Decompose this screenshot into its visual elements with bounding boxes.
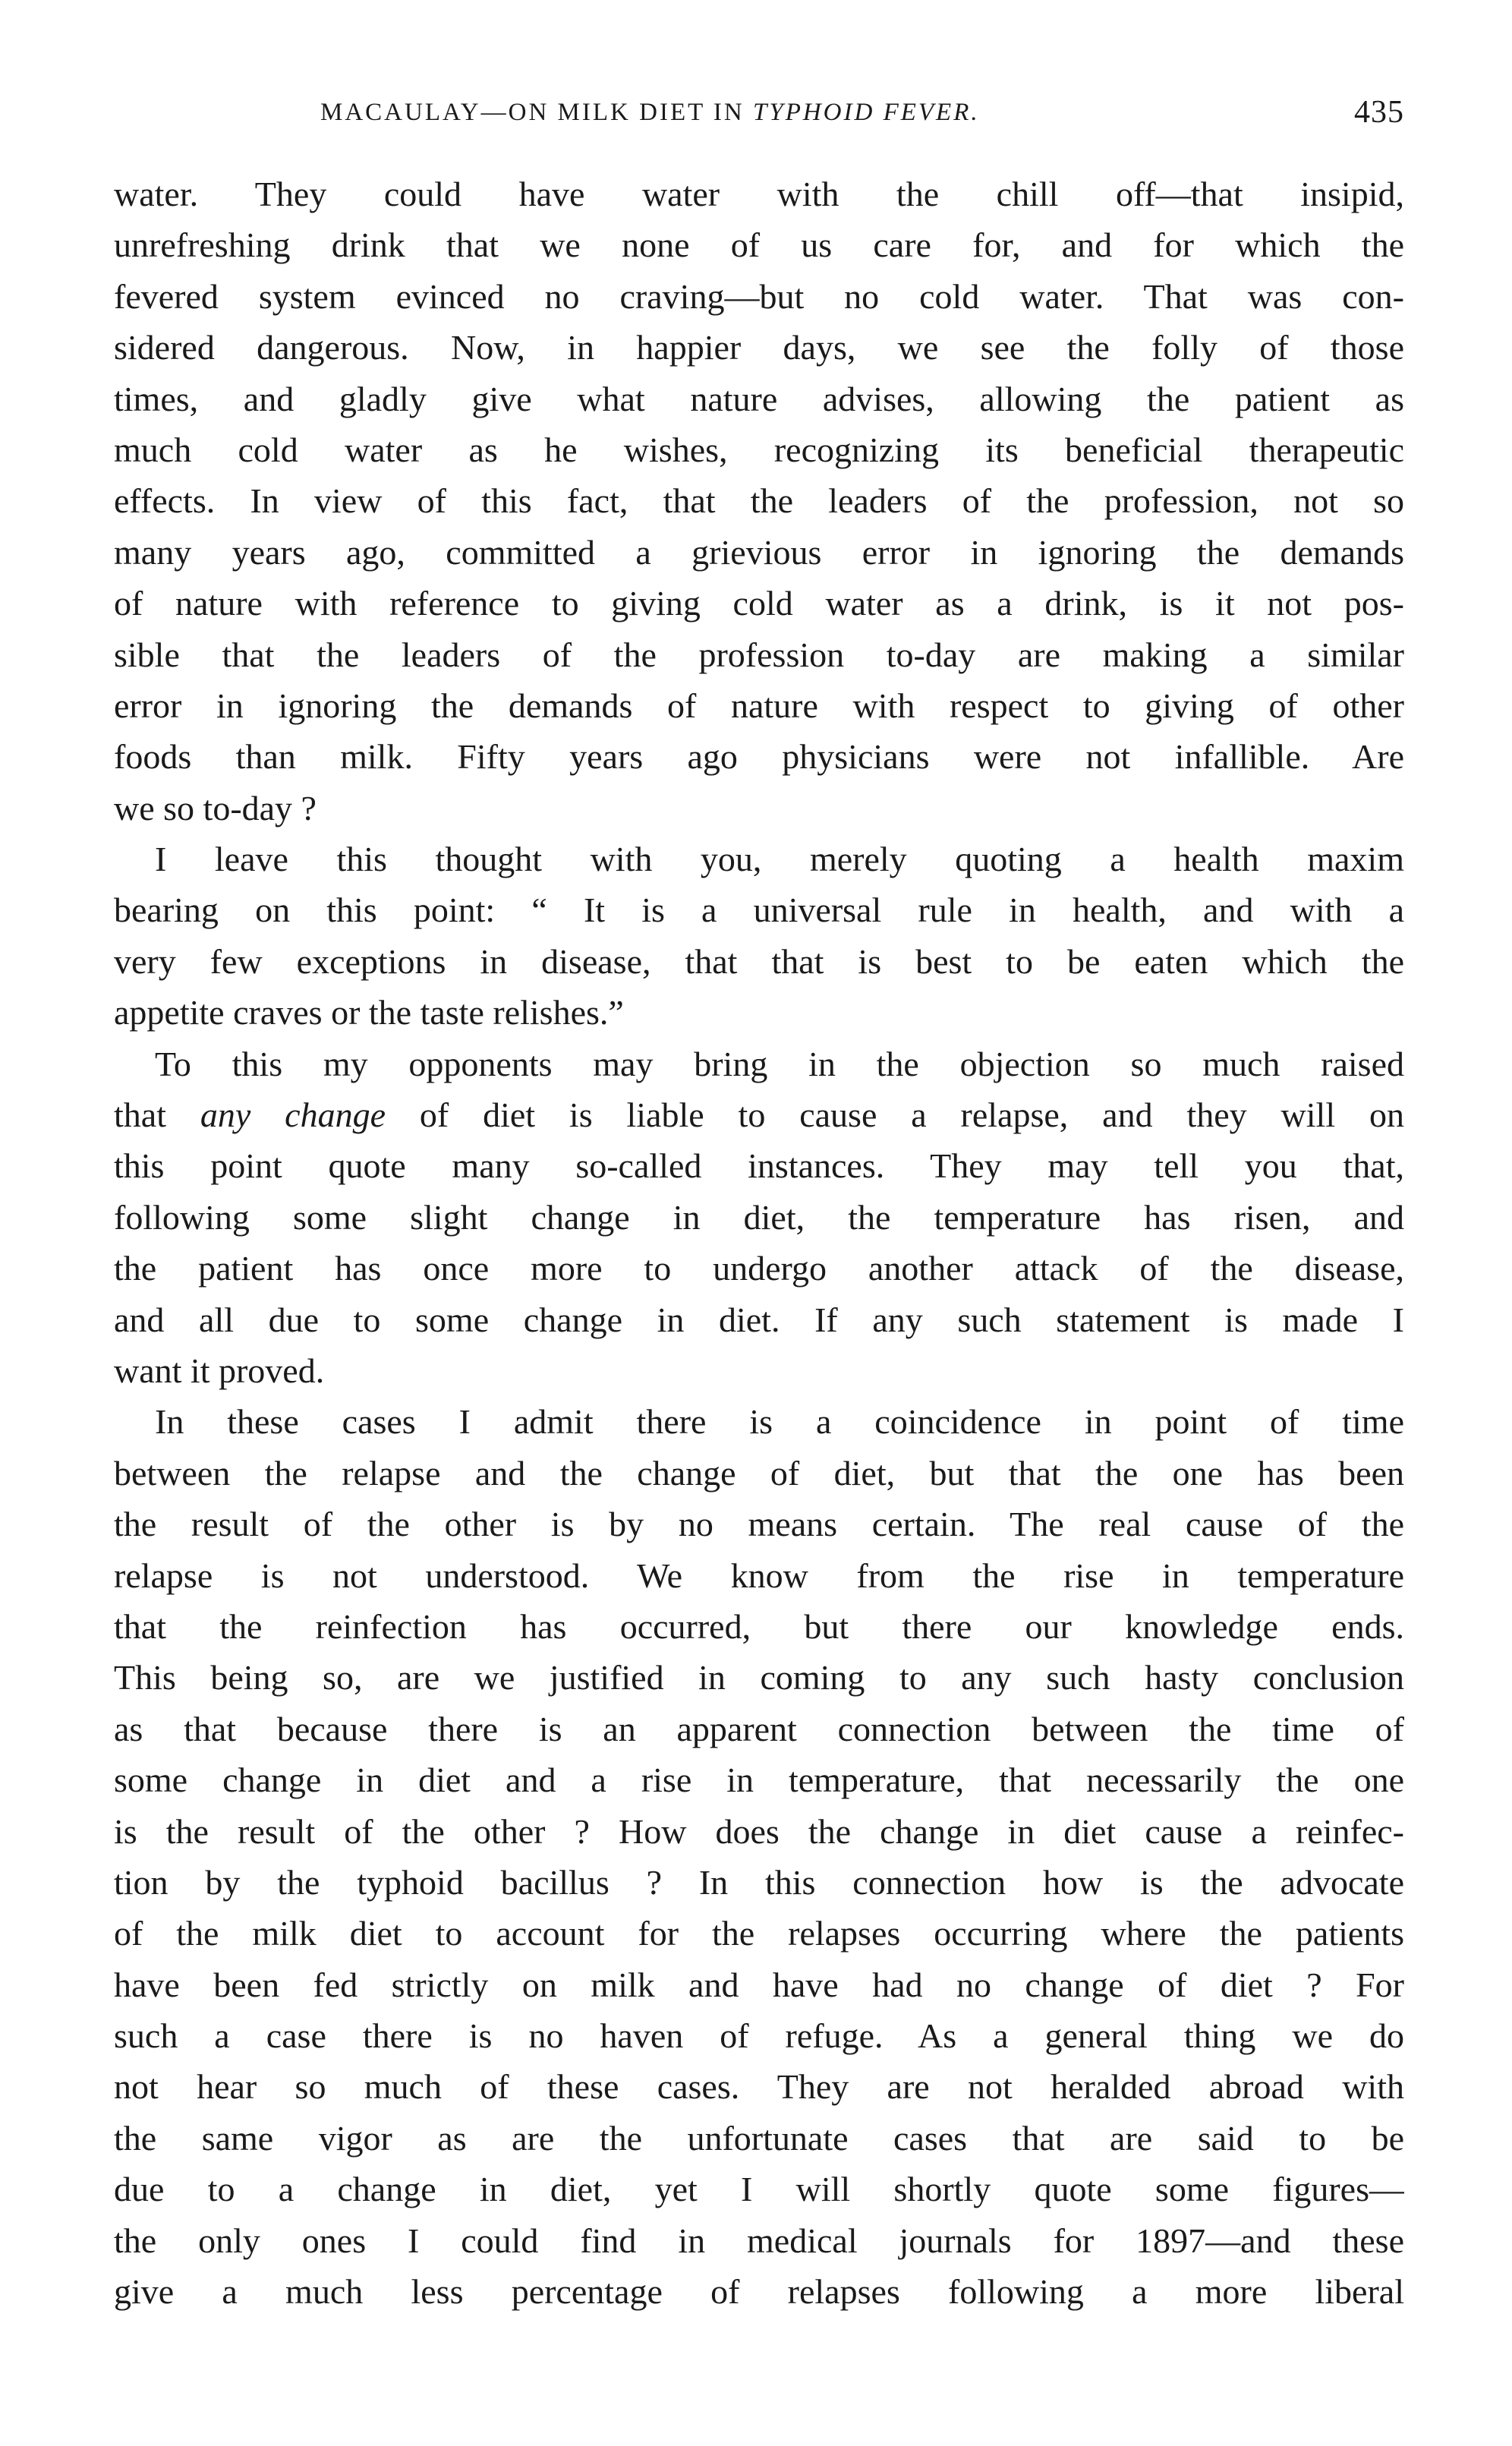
text-line: very few exceptions in disease, that that is best to be eaten which the: [114, 941, 1404, 981]
text-segment: of diet is liable to cause a relapse, and they will on: [386, 1095, 1404, 1135]
text-line: [114, 1089, 1404, 1140]
text-line: some change in diet and a rise in temperature, that necessarily the one: [114, 1760, 1404, 1800]
text-line: the patient has once more to undergo another attack of the disease,: [114, 1249, 1404, 1288]
text-line: give a much less percentage of relapses following a more liberal: [114, 2272, 1404, 2312]
text-line: between the relapse and the change of diet, but that the one has been: [114, 1453, 1404, 1493]
text-line: To this my opponents may bring in the objection so much raised: [155, 1044, 1404, 1083]
text-line: that the reinfection has occurred, but there our knowledge ends.: [114, 1606, 1404, 1646]
text-line: we so to-day ?: [114, 788, 317, 827]
text-line: this point quote many so-called instances. They may tell you that,: [114, 1146, 1404, 1186]
text-line: effects. In view of this fact, that the leaders of the profession, not so: [114, 481, 1404, 521]
text-line: due to a change in diet, yet I will shortly quote some figures—: [114, 2170, 1404, 2209]
text-line: In these cases I admit there is a coincidence in point of time: [155, 1402, 1404, 1442]
text-line: sible that the leaders of the profession to-day are making a similar: [114, 635, 1404, 674]
text-line: tion by the typhoid bacillus ? In this connection how is the advocate: [114, 1862, 1404, 1902]
text-line: following some slight change in diet, the temperature has risen, and: [114, 1197, 1404, 1237]
text-line: want it proved.: [114, 1351, 325, 1390]
text-line: unrefreshing drink that we none of us care for, and for which the: [114, 225, 1404, 265]
text-line: I leave this thought with you, merely quoting a health maxim: [155, 840, 1404, 879]
text-line: foods than milk. Fifty years ago physicians were not infallible. Are: [114, 737, 1404, 777]
text-line: the result of the other is by no means certain. The real cause of the: [114, 1505, 1404, 1544]
text-line: water. They could have water with the chill off—that insipid,: [114, 175, 1404, 213]
italic-emphasis: any change: [200, 1095, 386, 1135]
text-line: not hear so much of these cases. They are not heralded abroad with: [114, 2067, 1404, 2107]
body-text: [114, 169, 1404, 2317]
running-title: [320, 90, 980, 135]
text-line: relapse is not understood. We know from the rise in temperature: [114, 1556, 1404, 1595]
text-line: such a case there is no haven of refuge. As a general thing we do: [114, 2016, 1404, 2056]
text-line: of the milk diet to account for the relapses occurring where the patients: [114, 1914, 1404, 1953]
page-number: 435: [1354, 95, 1404, 130]
text-line: the same vigor as are the unfortunate cases that are said to be: [114, 2118, 1404, 2158]
text-segment: that: [114, 1095, 200, 1135]
text-line: and all due to some change in diet. If any such statement is made I: [114, 1300, 1404, 1339]
text-line: appetite craves or the taste relishes.”: [114, 993, 624, 1032]
text-line: This being so, are we justified in coming to any such hasty conclusion: [114, 1658, 1404, 1697]
text-line: is the result of the other ? How does the change in diet cause a reinfec-: [114, 1811, 1404, 1851]
text-line: bearing on this point: “ It is a universal rule in health, and with a: [114, 890, 1404, 930]
text-line: as that because there is an apparent connection between the time of: [114, 1709, 1404, 1748]
running-title-italic: TYPHOID FEVER.: [752, 99, 980, 126]
text-line: many years ago, committed a grievious error in ignoring the demands: [114, 532, 1404, 572]
text-line: error in ignoring the demands of nature with respect to giving of other: [114, 686, 1404, 725]
text-line: much cold water as he wishes, recognizing its beneficial therapeutic: [114, 430, 1404, 469]
text-line: times, and gladly give what nature advises, allowing the patient as: [114, 379, 1404, 418]
running-title-roman: MACAULAY—ON MILK DIET IN: [320, 99, 753, 126]
text-line: fevered system evinced no craving—but no cold water. That was con-: [114, 276, 1404, 316]
text-line: of nature with reference to giving cold water as a drink, is it not pos-: [114, 584, 1404, 623]
running-head: [114, 90, 1404, 135]
text-line: sidered dangerous. Now, in happier days, we see the folly of those: [114, 328, 1404, 367]
text-line: have been fed strictly on milk and have had no change of diet ? For: [114, 1965, 1404, 2004]
text-line: the only ones I could find in medical journals for 1897—and these: [114, 2221, 1404, 2260]
